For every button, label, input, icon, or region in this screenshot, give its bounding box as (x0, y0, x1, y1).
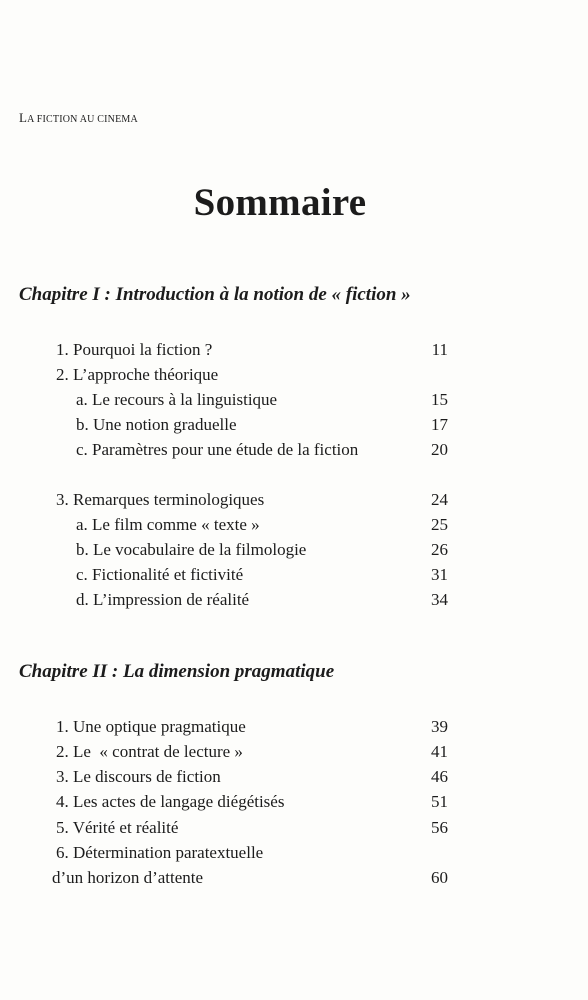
toc-entry-page: 17 (431, 415, 448, 434)
toc-entry-label: b. Le vocabulaire de la filmologie (76, 540, 307, 559)
toc-entry-label: a. Le recours à la linguistique (76, 390, 278, 409)
toc-entry (56, 540, 448, 565)
toc-entry-label: 1. Pourquoi la fiction ? (56, 340, 213, 359)
toc-entry-label: d. L’impression de réalité (76, 590, 250, 609)
toc-entry-page: 34 (431, 590, 448, 609)
toc-entry (56, 415, 448, 440)
toc-entry (52, 868, 448, 893)
toc-entry-label: d’un horizon d’attente (52, 868, 204, 887)
toc-entry-page: 25 (431, 515, 448, 534)
toc-entry (56, 742, 448, 767)
toc-entry (56, 340, 448, 365)
toc-entry-page: 20 (431, 440, 448, 459)
toc-entry-label: 5. Vérité et réalité (56, 818, 179, 837)
toc-entry-label: 3. Le discours de fiction (56, 767, 221, 786)
toc-entry-label: 4. Les actes de langage diégétisés (56, 792, 285, 811)
toc-entry (56, 440, 448, 465)
toc-entry (56, 590, 448, 615)
toc-entry-label: 6. Détermination paratextuelle (56, 843, 264, 862)
toc-entry (56, 390, 448, 415)
toc-entry (56, 717, 448, 742)
page-title: Sommaire (193, 181, 367, 224)
toc-entry-page: 31 (431, 565, 448, 584)
toc-entry (56, 365, 448, 390)
toc-entry-label: 3. Remarques terminologiques (56, 490, 265, 509)
toc-entry-label: c. Fictionalité et fictivité (76, 565, 244, 584)
chapter-2-heading: Chapitre II : La dimension pragmatique (19, 661, 335, 682)
running-header-rest: A FICTION AU CINEMA (27, 114, 138, 125)
toc-entry-page: 15 (431, 390, 448, 409)
toc-entry-page: 46 (431, 767, 448, 786)
toc-entry-label: a. Le film comme « texte » (76, 515, 260, 534)
toc-entry-label: 2. Le « contrat de lecture » (56, 742, 243, 761)
toc-entry-label: c. Paramètres pour une étude de la fiction (76, 440, 359, 459)
toc-entry (56, 792, 448, 817)
toc-entry-page: 24 (431, 490, 448, 509)
toc-entry (56, 490, 448, 515)
toc-entry-page: 60 (431, 868, 448, 887)
toc-entry (56, 565, 448, 590)
toc-entry-label: 1. Une optique pragmatique (56, 717, 246, 736)
running-header (19, 110, 138, 126)
toc-entry-page: 26 (431, 540, 448, 559)
toc-entry (56, 818, 448, 843)
toc-entry-page: 41 (431, 742, 448, 761)
toc-entry-label: 2. L’approche théorique (56, 365, 219, 384)
toc-entry-page: 39 (431, 717, 448, 736)
toc-entry-page: 51 (431, 792, 448, 811)
toc-entry (56, 843, 448, 868)
toc-entry (56, 515, 448, 540)
running-header-initial: L (19, 110, 28, 125)
toc-entry-page: 56 (431, 818, 448, 837)
toc-entry-page: 11 (431, 340, 448, 359)
chapter-1-heading: Chapitre I : Introduction à la notion de « fiction » (19, 284, 411, 305)
toc-entry (56, 767, 448, 792)
toc-entry-label: b. Une notion graduelle (76, 415, 237, 434)
